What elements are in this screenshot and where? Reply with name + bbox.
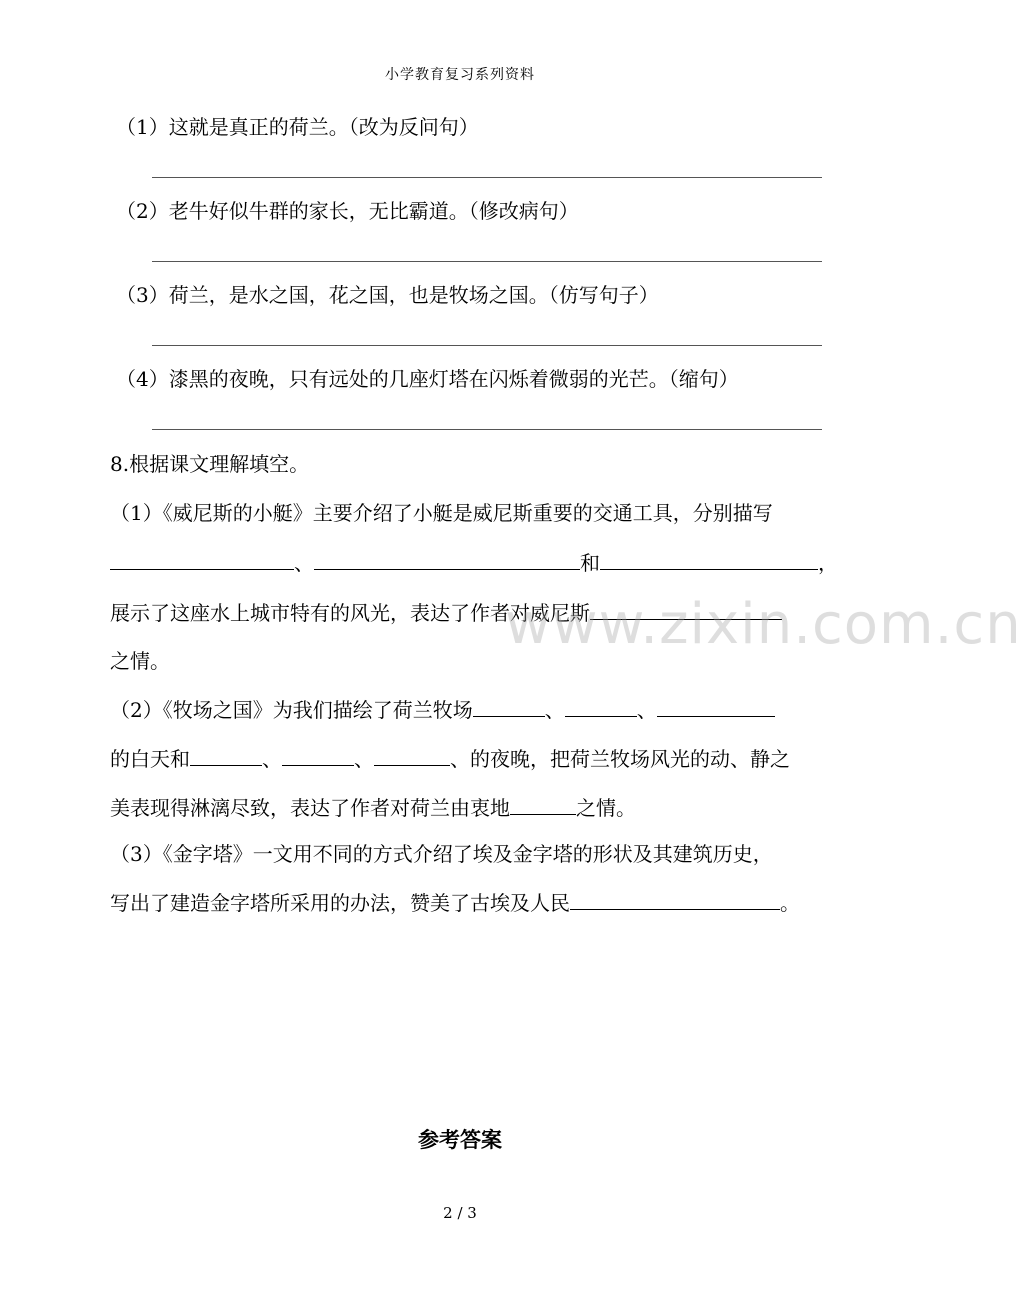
and-text: 和: [580, 551, 600, 575]
fill-blank[interactable]: [374, 743, 450, 766]
q8-p3-line2: [110, 887, 826, 918]
q8-p2-line1: [110, 694, 826, 725]
q8-p3-line1: （3）《金字塔》一文用不同的方式介绍了埃及金字塔的形状及其建筑历史，: [110, 842, 773, 866]
q8-p2-line2-lead: 的白天和: [110, 747, 190, 771]
page-number: 2 / 3: [443, 1204, 477, 1222]
q8-p1-line3-text: 展示了这座水上城市特有的风光，表达了作者对威尼斯: [110, 601, 590, 625]
q8-title: 8.根据课文理解填空。: [110, 452, 310, 476]
answer-line: [152, 345, 822, 346]
fill-blank[interactable]: [565, 694, 637, 717]
fill-blank[interactable]: [570, 887, 780, 910]
q7-item-1: （1）这就是真正的荷兰。（改为反问句）: [116, 115, 479, 139]
q7-item-2: （2）老牛好似牛群的家长，无比霸道。（修改病句）: [116, 199, 579, 223]
fill-blank[interactable]: [473, 694, 545, 717]
page-header: 小学教育复习系列资料: [385, 67, 535, 83]
separator: 、: [294, 551, 314, 575]
answer-title: 参考答案: [418, 1127, 502, 1152]
q8-p2-line2-tail: 、的夜晚，把荷兰牧场风光的动、静之: [450, 747, 790, 771]
separator: 、: [354, 747, 374, 771]
answer-line: [152, 429, 822, 430]
q8-p2-line3: [110, 792, 826, 823]
fill-blank[interactable]: [600, 547, 818, 570]
watermark: www.zixin.com.cn: [505, 592, 1022, 657]
q8-p2-line3-lead: 美表现得淋漓尽致，表达了作者对荷兰由衷地: [110, 796, 510, 820]
answer-line: [152, 177, 822, 178]
fill-blank[interactable]: [314, 547, 580, 570]
fill-blank[interactable]: [510, 792, 576, 815]
q7-item-4: （4）漆黑的夜晚，只有远处的几座灯塔在闪烁着微弱的光芒。（缩句）: [116, 367, 739, 391]
q8-p2-line3-tail: 之情。: [576, 796, 636, 820]
q8-p1-line2: [110, 547, 838, 578]
fill-blank[interactable]: [190, 743, 262, 766]
fill-blank[interactable]: [657, 694, 775, 717]
separator: 、: [544, 698, 565, 722]
fill-blank[interactable]: [110, 547, 294, 570]
q8-p3-line2-lead: 写出了建造金字塔所采用的办法，赞美了古埃及人民: [110, 891, 570, 915]
q8-p2-lead: （2）《牧场之国》为我们描绘了荷兰牧场: [110, 698, 473, 722]
q8-p2-line2: [110, 743, 826, 774]
q7-item-3: （3）荷兰，是水之国，花之国，也是牧场之国。（仿写句子）: [116, 283, 659, 307]
answer-line: [152, 261, 822, 262]
q8-p1-line1: （1）《威尼斯的小艇》主要介绍了小艇是威尼斯重要的交通工具，分别描写: [110, 501, 773, 525]
separator: 、: [262, 747, 282, 771]
separator: 、: [636, 698, 657, 722]
fill-blank[interactable]: [282, 743, 354, 766]
period: 。: [780, 891, 800, 915]
comma: ，: [818, 551, 838, 575]
q8-p1-line4: 之情。: [110, 649, 170, 673]
